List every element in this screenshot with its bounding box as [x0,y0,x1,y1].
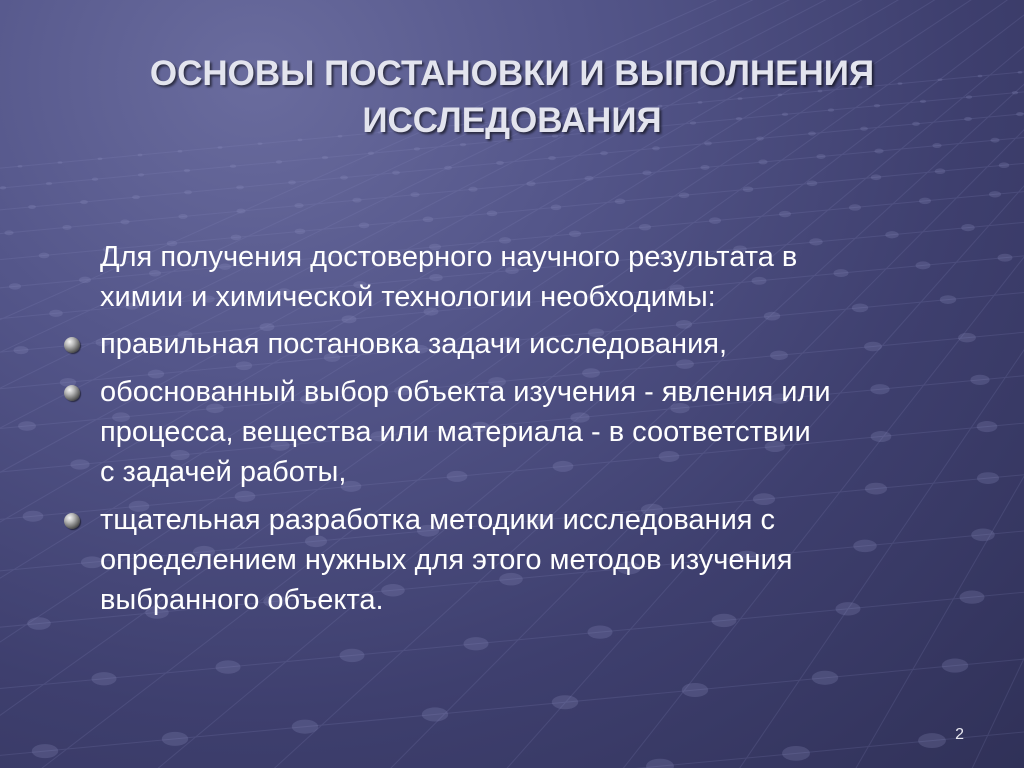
title-line-2: ИССЛЕДОВАНИЯ [362,101,662,140]
slide-body [100,237,980,628]
intro-line-1: Для получения достоверного научного результата в [100,241,798,273]
bullet-list [100,324,980,620]
sphere-bullet-icon [64,385,80,401]
bullet-line: правильная постановка задачи исследования, [100,328,728,360]
bullet-line: обоснованный выбор объекта изучения - явления или [100,376,831,408]
bullet-line: тщательная разработка методики исследования с [100,504,776,536]
intro-line-2: химии и химической технологии необходимы: [100,281,716,313]
bullet-line: процесса, вещества или материала - в соответствии [100,416,811,448]
bullet-item [100,324,980,364]
bullet-line: определением нужных для этого методов изучения [100,544,793,576]
bullet-line: выбранного объекта. [100,584,384,616]
bullet-item [100,372,980,492]
sphere-bullet-icon [64,513,80,529]
bullet-line: с задачей работы, [100,456,347,488]
title-line-1: ОСНОВЫ ПОСТАНОВКИ И ВЫПОЛНЕНИЯ [149,54,875,93]
bullet-item [100,500,980,620]
sphere-bullet-icon [64,337,80,353]
slide-title [60,50,964,144]
intro-paragraph [100,237,980,317]
slide-number: 2 [955,726,964,743]
